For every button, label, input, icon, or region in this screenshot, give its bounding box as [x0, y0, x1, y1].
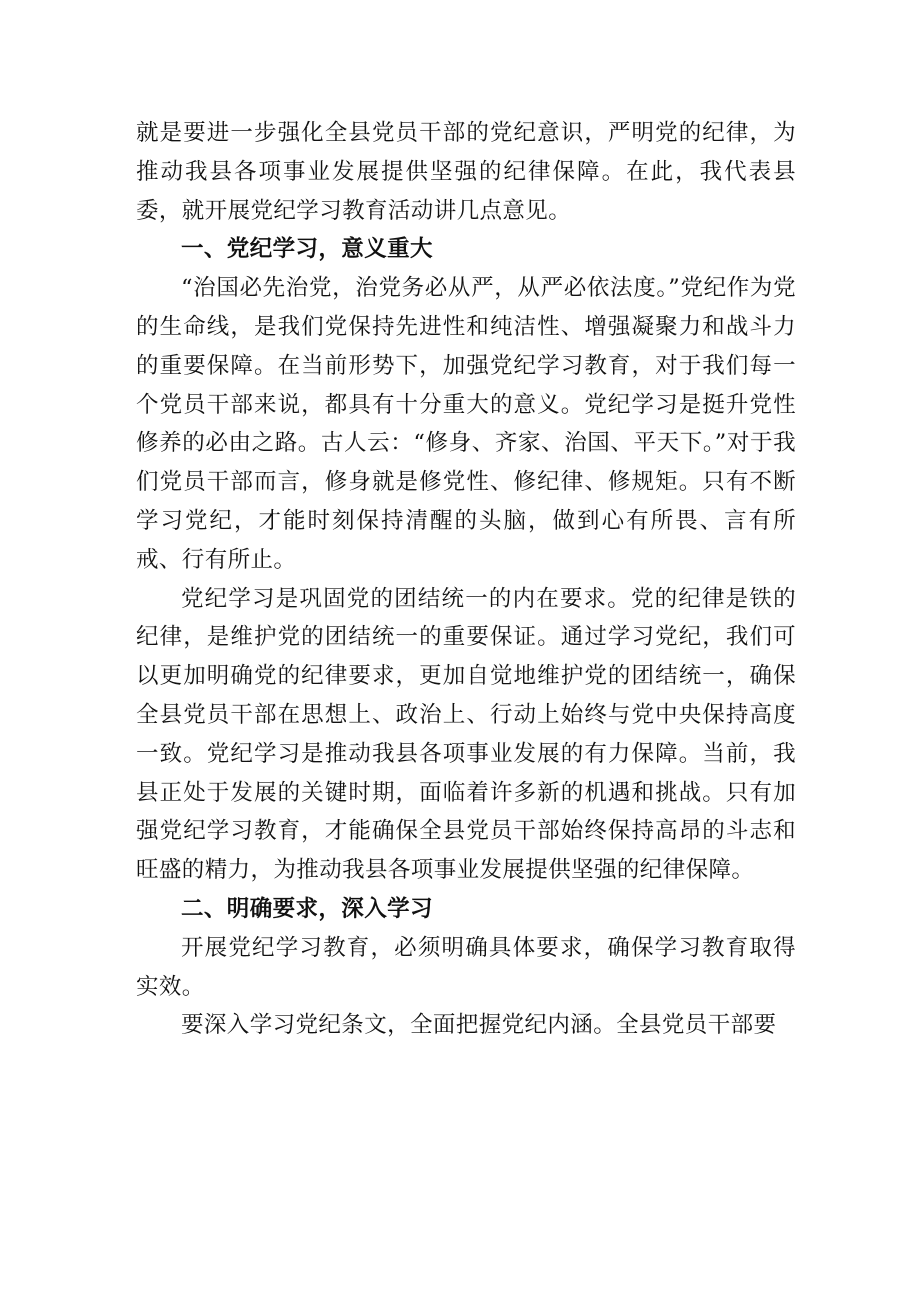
- body-paragraph: 要深入学习党纪条文，全面把握党纪内涵。全县党员干部要: [181, 1012, 777, 1039]
- body-paragraph: 开展党纪学习教育，必须明确具体要求，确保学习教育取得实效。: [136, 934, 796, 1000]
- section-heading: 一、党纪学习，意义重大: [181, 236, 433, 263]
- body-paragraph: 就是要进一步强化全县党员干部的党纪意识，严明党的纪律，为推动我县各项事业发展提供坚强的纪律保障。在此，我代表县委，就开展党纪学习教育活动讲几点意见。: [136, 120, 796, 224]
- body-paragraph: 党纪学习是巩固党的团结统一的内在要求。党的纪律是铁的纪律，是维护党的团结统一的重要保证。通过学习党纪，我们可以更加明确党的纪律要求，更加自觉地维护党的团结统一，确保全县党员干部在思想上、政治上、行动上始终与党中央保持高度一致。党纪学习是推动我县各项事业发展的有力保障。当前，我县正处于发展的关键时期，面临着许多新的机遇和挑战。只有加强党纪学习教育，才能确保全县党员干部始终保持高昂的斗志和旺盛的精力，为推动我县各项事业发展提供坚强的纪律保障。: [136, 585, 796, 884]
- body-paragraph: “治国必先治党，治党务必从严，从严必依法度。”党纪作为党的生命线，是我们党保持先进性和纯洁性、增强凝聚力和战斗力的重要保障。在当前形势下，加强党纪学习教育，对于我们每一个党员干部来说，都具有十分重大的意义。党纪学习是挺升党性修养的必由之路。古人云：“修身、齐家、治国、平天下。”对于我们党员干部而言，修身就是修党性、修纪律、修规矩。只有不断学习党纪，才能时刻保持清醒的头脑，做到心有所畏、言有所戒、行有所止。: [136, 275, 796, 573]
- document-body: [136, 114, 796, 1045]
- section-heading: 二、明确要求，深入学习: [181, 895, 433, 922]
